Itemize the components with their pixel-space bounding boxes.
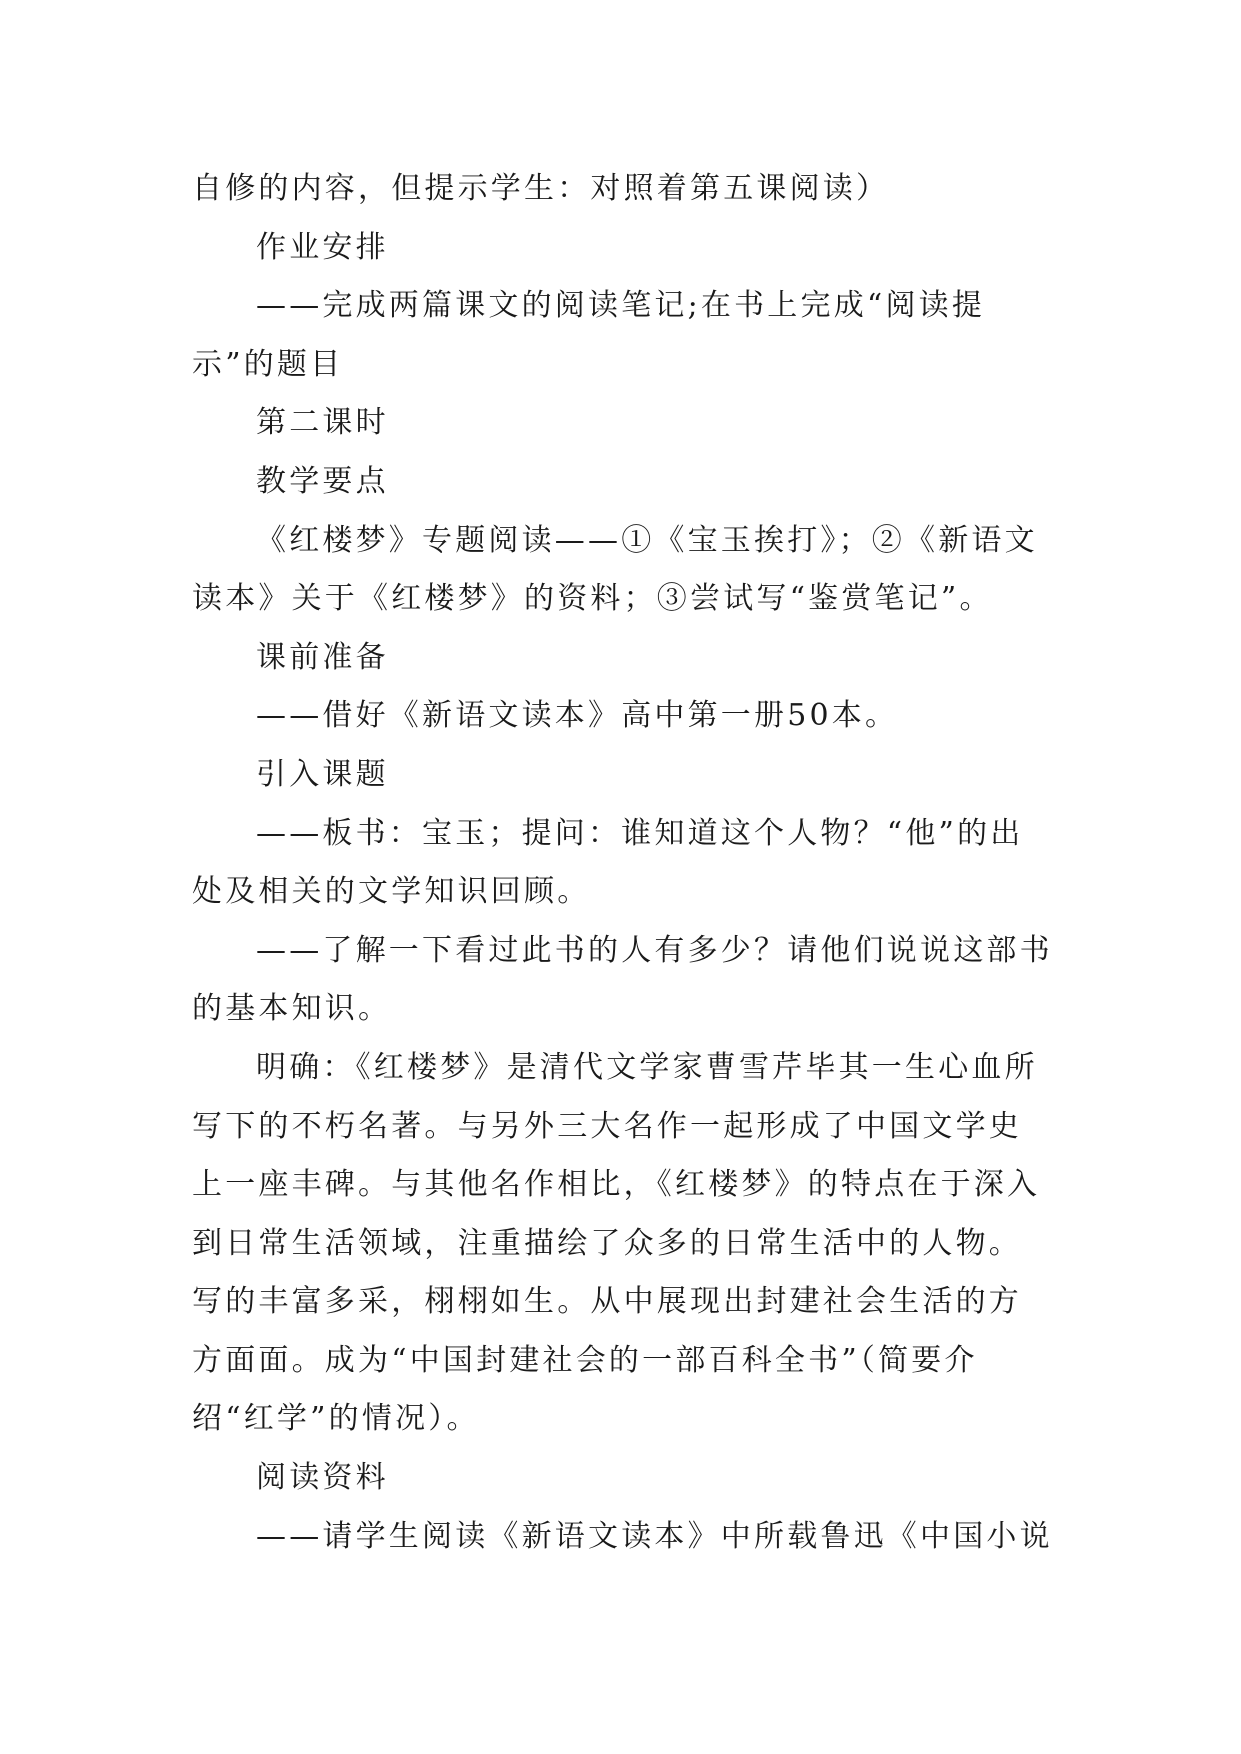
document-body — [192, 160, 1054, 1566]
heading-preparation: 课前准备 — [256, 639, 389, 675]
heading-homework: 作业安排 — [256, 229, 389, 265]
paragraph-clarification: 明确：《红楼梦》是清代文学家曹雪芹毕其一生心血所写下的不朽名著。与另外三大名作一起形成了中国文学史上一座丰碑。与其他名作相比，《红楼梦》的特点在于深入到日常生活领域，注重描绘了众多的日常生活中的人物。写的丰富多采，栩栩如生。从中展现出封建社会生活的方方面面。成为“中国封建社会的一部百科全书”（简要介绍“红学”的情况）。 — [192, 1049, 1041, 1437]
paragraph-preparation: ——借好《新语文读本》高中第一册50本。 — [256, 698, 899, 734]
paragraph-homework: ——完成两篇课文的阅读笔记;在书上完成“阅读提示”的题目 — [192, 288, 986, 382]
heading-teaching-points: 教学要点 — [256, 463, 389, 499]
heading-reading-materials: 阅读资料 — [256, 1460, 389, 1496]
paragraph-teaching-points: 《红楼梦》专题阅读——①《宝玉挨打》；②《新语文读本》关于《红楼梦》的资料；③尝试写“鉴赏笔记”。 — [192, 522, 1038, 617]
heading-introduction: 引入课题 — [256, 756, 389, 792]
heading-second-lesson: 第二课时 — [256, 405, 389, 441]
paragraph-introduction-1: ——板书：宝玉；提问：谁知道这个人物？“他”的出处及相关的文学知识回顾。 — [192, 815, 1024, 910]
paragraph-reading-materials: ——请学生阅读《新语文读本》中所载鲁迅《中国小说 — [256, 1518, 1053, 1554]
paragraph-introduction-2: ——了解一下看过此书的人有多少？请他们说说这部书的基本知识。 — [192, 932, 1053, 1027]
paragraph-continuation: 自修的内容，但提示学生：对照着第五课阅读） — [192, 171, 890, 206]
